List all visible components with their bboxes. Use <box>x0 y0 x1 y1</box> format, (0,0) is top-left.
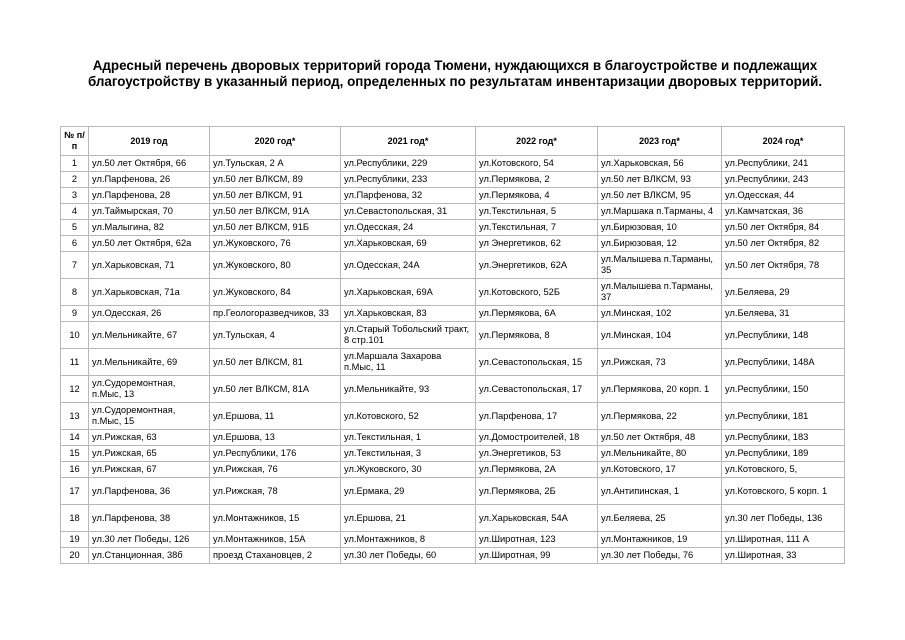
address-cell: ул.Малыгина, 82 <box>89 220 210 236</box>
address-cell: ул.Широтная, 111 А <box>722 532 845 548</box>
address-cell: ул.Пермякова, 6А <box>476 306 598 322</box>
address-table <box>60 126 845 564</box>
row-number: 16 <box>61 462 89 478</box>
table-row <box>61 188 845 204</box>
address-cell: ул.Судоремонтная, п.Мыс, 15 <box>89 403 210 430</box>
address-cell: ул.Жуковского, 84 <box>210 279 341 306</box>
address-cell: ул.Пермякова, 2Б <box>476 478 598 505</box>
address-cell: ул.50 лет ВЛКСМ, 81 <box>210 349 341 376</box>
table-row <box>61 204 845 220</box>
address-cell: ул.Харьковская, 69 <box>341 236 476 252</box>
address-cell: ул.30 лет Победы, 60 <box>341 548 476 564</box>
address-cell: ул.Республики, 243 <box>722 172 845 188</box>
address-cell: ул.Парфенова, 17 <box>476 403 598 430</box>
header-2022: 2022 год* <box>476 127 598 156</box>
address-cell: ул.50 лет ВЛКСМ, 91А <box>210 204 341 220</box>
address-cell: ул.Беляева, 31 <box>722 306 845 322</box>
address-cell: ул.Мельникайте, 80 <box>598 446 722 462</box>
table-row <box>61 172 845 188</box>
address-cell: ул.Энергетиков, 62А <box>476 252 598 279</box>
address-cell: ул.Широтная, 99 <box>476 548 598 564</box>
table-row <box>61 478 845 505</box>
header-number: № п/п <box>61 127 89 156</box>
row-number: 14 <box>61 430 89 446</box>
table-row <box>61 220 845 236</box>
address-cell: ул.Малышева п.Тарманы, 37 <box>598 279 722 306</box>
address-cell: ул.30 лет Победы, 76 <box>598 548 722 564</box>
address-cell: ул.Одесская, 44 <box>722 188 845 204</box>
row-number: 2 <box>61 172 89 188</box>
row-number: 4 <box>61 204 89 220</box>
address-cell: ул.Котовского, 5, <box>722 462 845 478</box>
table-row <box>61 279 845 306</box>
table-row <box>61 430 845 446</box>
address-cell: ул.Одесская, 24 <box>341 220 476 236</box>
address-cell: ул.Мельникайте, 69 <box>89 349 210 376</box>
address-cell: ул.50 лет Октября, 78 <box>722 252 845 279</box>
address-cell: ул.Харьковская, 54А <box>476 505 598 532</box>
address-cell: ул.Котовского, 17 <box>598 462 722 478</box>
address-cell: ул.Республики, 176 <box>210 446 341 462</box>
address-cell: ул.Ермака, 29 <box>341 478 476 505</box>
address-cell: ул.Севастопольская, 31 <box>341 204 476 220</box>
row-number: 11 <box>61 349 89 376</box>
address-cell: ул.Ершова, 11 <box>210 403 341 430</box>
address-cell: пр.Геологоразведчиков, 33 <box>210 306 341 322</box>
address-cell: ул.Пермякова, 20 корп. 1 <box>598 376 722 403</box>
header-2021: 2021 год* <box>341 127 476 156</box>
address-cell: ул.50 лет Октября, 62а <box>89 236 210 252</box>
address-cell: ул.Текстильная, 7 <box>476 220 598 236</box>
table-row <box>61 446 845 462</box>
row-number: 3 <box>61 188 89 204</box>
address-cell: ул.Жуковского, 30 <box>341 462 476 478</box>
address-cell: ул.Республики, 181 <box>722 403 845 430</box>
address-cell: ул.Республики, 150 <box>722 376 845 403</box>
header-2024: 2024 год* <box>722 127 845 156</box>
address-cell: ул.Харьковская, 83 <box>341 306 476 322</box>
address-cell: ул.Маршака п.Тарманы, 4 <box>598 204 722 220</box>
address-cell: ул.Котовского, 54 <box>476 156 598 172</box>
address-cell: ул.Мельникайте, 93 <box>341 376 476 403</box>
address-cell: ул.50 лет Октября, 84 <box>722 220 845 236</box>
address-cell: ул.Тульская, 2 А <box>210 156 341 172</box>
address-cell: ул.Бирюзовая, 12 <box>598 236 722 252</box>
address-cell: ул.Одесская, 24А <box>341 252 476 279</box>
address-cell: ул.Минская, 102 <box>598 306 722 322</box>
address-cell: ул.50 лет ВЛКСМ, 93 <box>598 172 722 188</box>
address-cell: ул.Монтажников, 15А <box>210 532 341 548</box>
address-cell: ул.Широтная, 123 <box>476 532 598 548</box>
address-cell: ул.Монтажников, 8 <box>341 532 476 548</box>
table-row <box>61 236 845 252</box>
address-cell: ул.Пермякова, 8 <box>476 322 598 349</box>
row-number: 19 <box>61 532 89 548</box>
row-number: 1 <box>61 156 89 172</box>
address-cell: ул.Республики, 148А <box>722 349 845 376</box>
address-cell: ул.Судоремонтная, п.Мыс, 13 <box>89 376 210 403</box>
header-2020: 2020 год* <box>210 127 341 156</box>
address-cell: ул.50 лет Октября, 82 <box>722 236 845 252</box>
row-number: 8 <box>61 279 89 306</box>
address-cell: ул.Котовского, 52Б <box>476 279 598 306</box>
address-cell: ул.Парфенова, 28 <box>89 188 210 204</box>
address-cell: ул.50 лет Октября, 48 <box>598 430 722 446</box>
table-row <box>61 306 845 322</box>
table-row <box>61 349 845 376</box>
address-cell: ул.Малышева п.Тарманы, 35 <box>598 252 722 279</box>
address-cell: ул.Беляева, 29 <box>722 279 845 306</box>
address-cell: ул.Мельникайте, 67 <box>89 322 210 349</box>
address-cell: ул.30 лет Победы, 126 <box>89 532 210 548</box>
address-cell: ул.Широтная, 33 <box>722 548 845 564</box>
address-cell: ул.Текстильная, 5 <box>476 204 598 220</box>
address-cell: ул.Рижская, 63 <box>89 430 210 446</box>
address-cell: ул.Беляева, 25 <box>598 505 722 532</box>
address-cell: ул Энергетиков, 62 <box>476 236 598 252</box>
table-row <box>61 462 845 478</box>
address-cell: ул.Бирюзовая, 10 <box>598 220 722 236</box>
address-cell: ул.Пермякова, 2А <box>476 462 598 478</box>
address-cell: ул.Республики, 148 <box>722 322 845 349</box>
address-cell: ул.Республики, 189 <box>722 446 845 462</box>
row-number: 17 <box>61 478 89 505</box>
address-cell: ул.Рижская, 67 <box>89 462 210 478</box>
row-number: 10 <box>61 322 89 349</box>
address-cell: ул.Харьковская, 69А <box>341 279 476 306</box>
address-cell: ул.Камчатская, 36 <box>722 204 845 220</box>
address-cell: ул.Тульская, 4 <box>210 322 341 349</box>
address-cell: ул.Монтажников, 15 <box>210 505 341 532</box>
address-cell: ул.Пермякова, 2 <box>476 172 598 188</box>
row-number: 9 <box>61 306 89 322</box>
table-row <box>61 532 845 548</box>
address-cell: ул.Жуковского, 80 <box>210 252 341 279</box>
address-cell: ул.Парфенова, 26 <box>89 172 210 188</box>
address-cell: ул.Ершова, 13 <box>210 430 341 446</box>
address-cell: ул.Севастопольская, 17 <box>476 376 598 403</box>
address-cell: ул.Таймырская, 70 <box>89 204 210 220</box>
address-cell: ул.50 лет ВЛКСМ, 81А <box>210 376 341 403</box>
address-cell: ул.50 лет Октября, 66 <box>89 156 210 172</box>
address-cell: ул.Текстильная, 1 <box>341 430 476 446</box>
table-row <box>61 156 845 172</box>
address-cell: ул.Харьковская, 71 <box>89 252 210 279</box>
table-row <box>61 322 845 349</box>
address-cell: ул.30 лет Победы, 136 <box>722 505 845 532</box>
row-number: 7 <box>61 252 89 279</box>
address-cell: ул.Минская, 104 <box>598 322 722 349</box>
address-cell: ул.Ершова, 21 <box>341 505 476 532</box>
address-cell: ул.Монтажников, 19 <box>598 532 722 548</box>
address-cell: ул.Рижская, 73 <box>598 349 722 376</box>
address-cell: проезд Стахановцев, 2 <box>210 548 341 564</box>
address-cell: ул.Старый Тобольский тракт, 8 стр.101 <box>341 322 476 349</box>
address-cell: ул.Жуковского, 76 <box>210 236 341 252</box>
header-2019: 2019 год <box>89 127 210 156</box>
address-cell: ул.50 лет ВЛКСМ, 95 <box>598 188 722 204</box>
address-cell: ул.Маршала Захарова п.Мыс, 11 <box>341 349 476 376</box>
document-title: Адресный перечень дворовых территорий города Тюмени, нуждающихся в благоустройстве и подлежащих благоустройству в указанный период, определенных по результатам инвентаризации дворовых территорий. <box>87 58 823 89</box>
header-2023: 2023 год* <box>598 127 722 156</box>
table-header-row <box>61 127 845 156</box>
address-cell: ул.Парфенова, 32 <box>341 188 476 204</box>
address-cell: ул.Пермякова, 22 <box>598 403 722 430</box>
address-cell: ул.Рижская, 65 <box>89 446 210 462</box>
row-number: 6 <box>61 236 89 252</box>
address-cell: ул.Республики, 229 <box>341 156 476 172</box>
address-cell: ул.50 лет ВЛКСМ, 89 <box>210 172 341 188</box>
address-cell: ул.Республики, 233 <box>341 172 476 188</box>
table-row <box>61 548 845 564</box>
address-cell: ул.Котовского, 5 корп. 1 <box>722 478 845 505</box>
address-cell: ул.Одесская, 26 <box>89 306 210 322</box>
row-number: 20 <box>61 548 89 564</box>
table-row <box>61 252 845 279</box>
address-cell: ул.Текстильная, 3 <box>341 446 476 462</box>
address-cell: ул.Харьковская, 56 <box>598 156 722 172</box>
table-row <box>61 376 845 403</box>
address-cell: ул.Пермякова, 4 <box>476 188 598 204</box>
row-number: 12 <box>61 376 89 403</box>
address-cell: ул.Домостроителей, 18 <box>476 430 598 446</box>
address-cell: ул.Республики, 241 <box>722 156 845 172</box>
address-cell: ул.Парфенова, 36 <box>89 478 210 505</box>
address-cell: ул.Республики, 183 <box>722 430 845 446</box>
address-cell: ул.50 лет ВЛКСМ, 91Б <box>210 220 341 236</box>
row-number: 18 <box>61 505 89 532</box>
address-cell: ул.50 лет ВЛКСМ, 91 <box>210 188 341 204</box>
address-cell: ул.Котовского, 52 <box>341 403 476 430</box>
row-number: 5 <box>61 220 89 236</box>
table-row <box>61 403 845 430</box>
address-cell: ул.Энергетиков, 53 <box>476 446 598 462</box>
address-cell: ул.Харьковская, 71а <box>89 279 210 306</box>
row-number: 13 <box>61 403 89 430</box>
address-cell: ул.Парфенова, 38 <box>89 505 210 532</box>
address-cell: ул.Станционная, 38б <box>89 548 210 564</box>
address-cell: ул.Рижская, 78 <box>210 478 341 505</box>
address-cell: ул.Севастопольская, 15 <box>476 349 598 376</box>
table-row <box>61 505 845 532</box>
address-cell: ул.Антипинская, 1 <box>598 478 722 505</box>
address-cell: ул.Рижская, 76 <box>210 462 341 478</box>
row-number: 15 <box>61 446 89 462</box>
